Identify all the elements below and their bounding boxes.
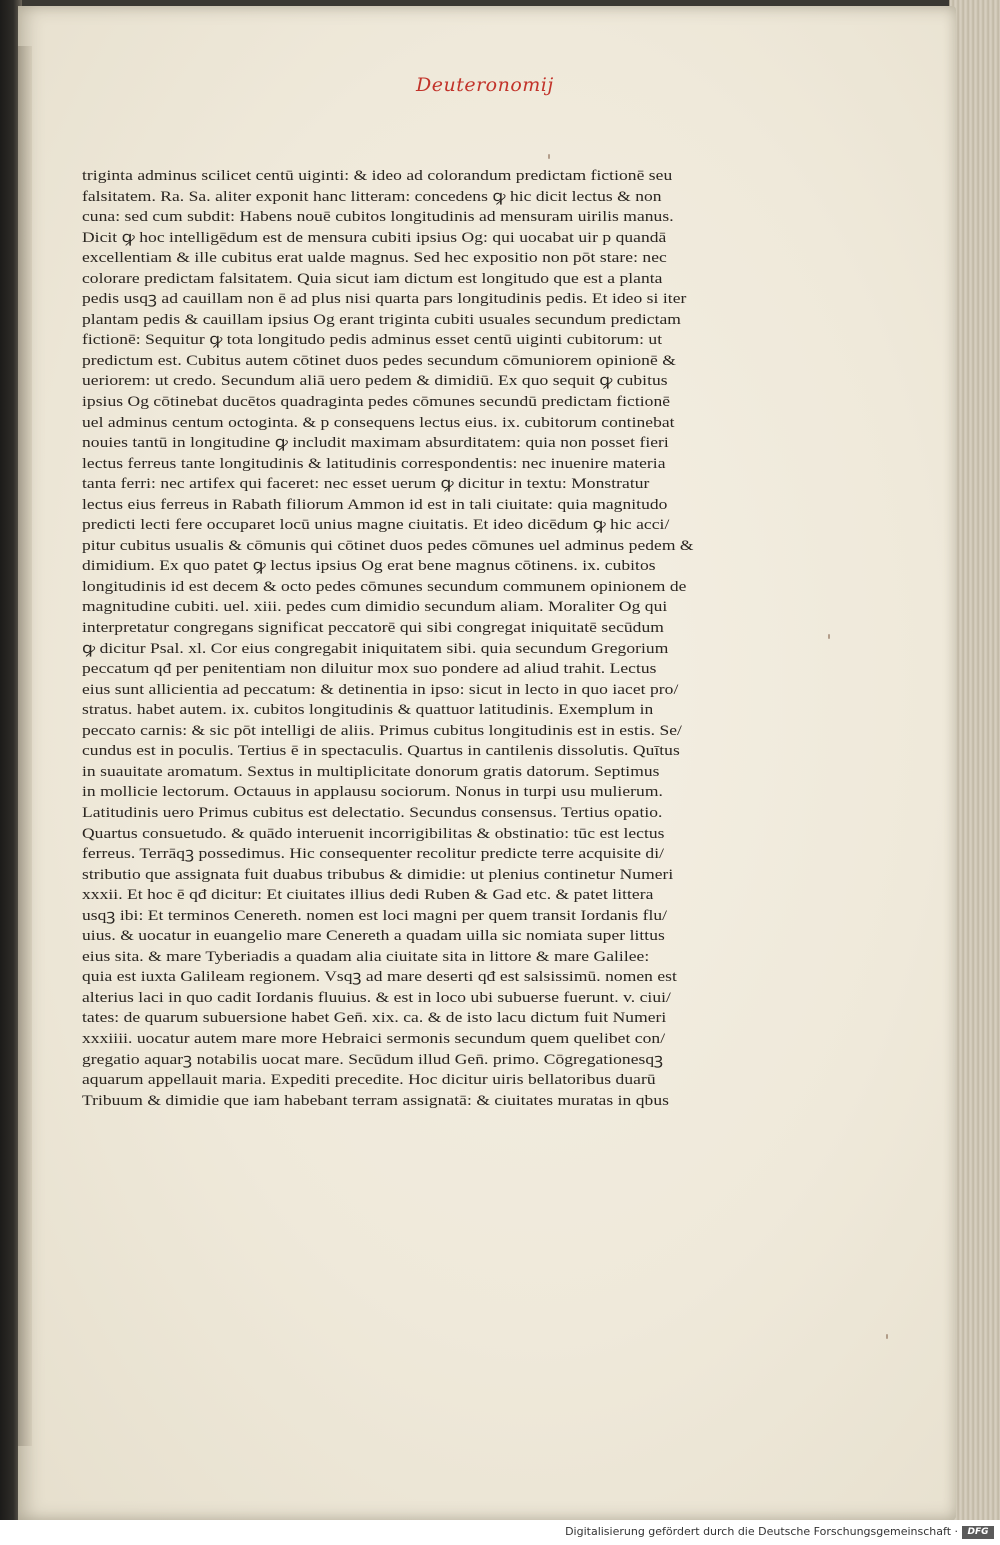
text-line: ferreus. Terrāqꝫ possedimus. Hic consequenter recolitur predicte terre acquisite di/ bbox=[82, 845, 665, 863]
text-line: aquarum appellauit maria. Expediti precedite. Hoc dicitur uiris bellatoribus duarū bbox=[82, 1071, 656, 1089]
text-line: xxxiiii. uocatur autem mare more Hebraici sermonis secundum quem quelibet con/ bbox=[82, 1029, 666, 1047]
text-line: in suauitate aromatum. Sextus in multiplicitate donorum gratis datorum. Septimus bbox=[82, 762, 660, 780]
text-line: fictionē: Sequitur ꝙ tota longitudo pedis adminus esset centū uiginti cubitorum: ut bbox=[82, 331, 663, 349]
text-line: dimidium. Ex quo patet ꝙ lectus ipsius Og erat bene magnus cōtinens. ix. cubitos bbox=[82, 557, 656, 575]
text-line: tates: de quarum subuersione habet Gen̄. xix. ca. & de isto lacu dictum fuit Numeri bbox=[82, 1009, 667, 1027]
text-line: ꝙ dicitur Psal. xl. Cor eius congregabit iniquitatem sibi. quia secundum Gregorium bbox=[82, 639, 669, 657]
text-line: eius sunt allicientia ad peccatum: & detinentia in ipso: sicut in lecto in quo iacet pro/ bbox=[82, 680, 679, 698]
text-line: cundus est in poculis. Tertius ē in spectaculis. Quartus in cantilenis dissolutis. Quītus bbox=[82, 742, 680, 760]
text-line: pedis usqꝫ ad cauillam non ē ad plus nisi quarta pars longitudinis pedis. Et ideo si iter bbox=[82, 290, 687, 308]
text-block bbox=[82, 166, 730, 1111]
text-line: usqꝫ ibi: Et terminos Cenereth. nomen est loci magni per quem transit Iordanis flu/ bbox=[82, 906, 668, 924]
text-line: falsitatem. Ra. Sa. aliter exponit hanc litteram: concedens ꝙ hic dicit lectus & non bbox=[82, 187, 662, 205]
text-line: lectus ferreus tante longitudinis & latitudinis correspondentis: nec inuenire materia bbox=[82, 454, 666, 472]
text-line: Dicit ꝙ hoc intelligēdum est de mensura cubiti ipsius Og: qui uocabat uir p quandā bbox=[82, 228, 667, 246]
text-line: quia est iuxta Galileam regionem. Vsqꝫ ad mare deserti qđ est salsissimū. nomen est bbox=[82, 968, 677, 986]
footer-bar bbox=[0, 1520, 1000, 1545]
text-line: interpretatur congregans significat peccatorē qui sibi congregat iniquitatē secūdum bbox=[82, 619, 664, 637]
text-line: lectus eius ferreus in Rabath filiorum Ammon id est in tali ciuitate: quia magnitudo bbox=[82, 495, 668, 513]
text-line: gregatio aquarꝫ notabilis uocat mare. Secūdum illud Gen̄. primo. Cōgregationesqꝫ bbox=[82, 1050, 664, 1068]
manuscript-page bbox=[18, 6, 956, 1520]
text-line: longitudinis id est decem & octo pedes cōmunes secundum communem opinionem de bbox=[82, 577, 687, 595]
text-line: predicti lecti fere occuparet locū unius magne ciuitatis. Et ideo dicēdum ꝙ hic acci/ bbox=[82, 516, 670, 534]
text-line: uel adminus centum octoginta. & p consequens lectus eius. ix. cubitorum continebat bbox=[82, 413, 675, 431]
ink-speck bbox=[548, 154, 550, 159]
ink-speck bbox=[828, 634, 830, 639]
page-edges bbox=[949, 0, 1000, 1520]
text-line: cuna: sed cum subdit: Habens nouē cubitos longitudinis ad mensuram uirilis manus. bbox=[82, 208, 674, 226]
text-line: ipsius Og cōtinebat ducētos quadraginta pedes cōmunes secundū predictam fictionē bbox=[82, 393, 671, 411]
text-line: Latitudinis uero Primus cubitus est delectatio. Secundus consensus. Tertius opatio. bbox=[82, 803, 663, 821]
text-line: nouies tantū in longitudine ꝙ includit maximam absurditatem: quia non posset fieri bbox=[82, 434, 669, 452]
text-line: peccatum qđ per penitentiam non diluitur mox suo pondere ad aliud trahit. Lectus bbox=[82, 660, 657, 678]
text-line: predictum est. Cubitus autem cōtinet duos pedes secundum cōmuniorem opinionē & bbox=[82, 351, 676, 369]
text-line: xxxii. Et hoc ē qđ dicitur: Et ciuitates illius dedi Ruben & Gad etc. & patet littera bbox=[82, 886, 654, 904]
text-line: ueriorem: ut credo. Secundum aliā uero pedem & dimidiū. Ex quo sequit ꝙ cubitus bbox=[82, 372, 668, 390]
text-line: uius. & uocatur in euangelio mare Cenereth a quadam uilla sic nomiata super littus bbox=[82, 927, 665, 945]
text-line: tanta ferri: nec artifex qui faceret: nec esset uerum ꝙ dicitur in textu: Monstratur bbox=[82, 475, 650, 493]
text-line: in mollicie lectorum. Octauus in applausu sociorum. Nonus in turpi usu mulierum. bbox=[82, 783, 663, 801]
running-head: Deuteronomij bbox=[416, 74, 554, 96]
text-line: stributio que assignata fuit duabus tribubus & dimidie: ut plenius continetur Numeri bbox=[82, 865, 674, 883]
text-line: excellentiam & ille cubitus erat ualde magnus. Sed hec expositio non pōt stare: nec bbox=[82, 249, 667, 267]
text-line: colorare predictam falsitatem. Quia sicut iam dictum est longitudo que est a planta bbox=[82, 269, 663, 287]
dfg-logo-icon: DFG bbox=[962, 1526, 994, 1539]
text-line: pitur cubitus usualis & cōmunis qui cōtinet duos pedes cōmunes uel adminus pedem & bbox=[82, 536, 694, 554]
text-line: alterius laci in quo cadit Iordanis fluuius. & est in loco ubi subuerse fuerunt. v. ciui/ bbox=[82, 988, 671, 1006]
text-line: Quartus consuetudo. & quādo interuenit incorrigibilitas & obstinatio: tūc est lectus bbox=[82, 824, 665, 842]
text-line: plantam pedis & cauillam ipsius Og erant triginta cubiti usuales secundum predictam bbox=[82, 310, 681, 328]
text-line: peccato carnis: & sic pōt intelligi de aliis. Primus cubitus longitudinis est in estis. Se/ bbox=[82, 721, 682, 739]
funding-credit: Digitalisierung gefördert durch die Deutsche Forschungsgemeinschaft · bbox=[565, 1525, 958, 1538]
facing-page-edge bbox=[18, 46, 32, 1446]
text-line: eius sita. & mare Tyberiadis a quadam alia ciuitate sita in littore & mare Galilee: bbox=[82, 947, 650, 965]
text-line: stratus. habet autem. ix. cubitos longitudinis & quattuor latitudinis. Exemplum in bbox=[82, 701, 654, 719]
text-line: triginta adminus scilicet centū uiginti: & ideo ad colorandum predictam fictionē seu bbox=[82, 167, 673, 184]
ink-speck bbox=[886, 1334, 888, 1339]
text-line: magnitudine cubiti. uel. xiii. pedes cum dimidio secundum aliam. Moraliter Og qui bbox=[82, 598, 668, 616]
text-line: Tribuum & dimidie que iam habebant terram assignatā: & ciuitates muratas in qbus bbox=[82, 1091, 670, 1109]
